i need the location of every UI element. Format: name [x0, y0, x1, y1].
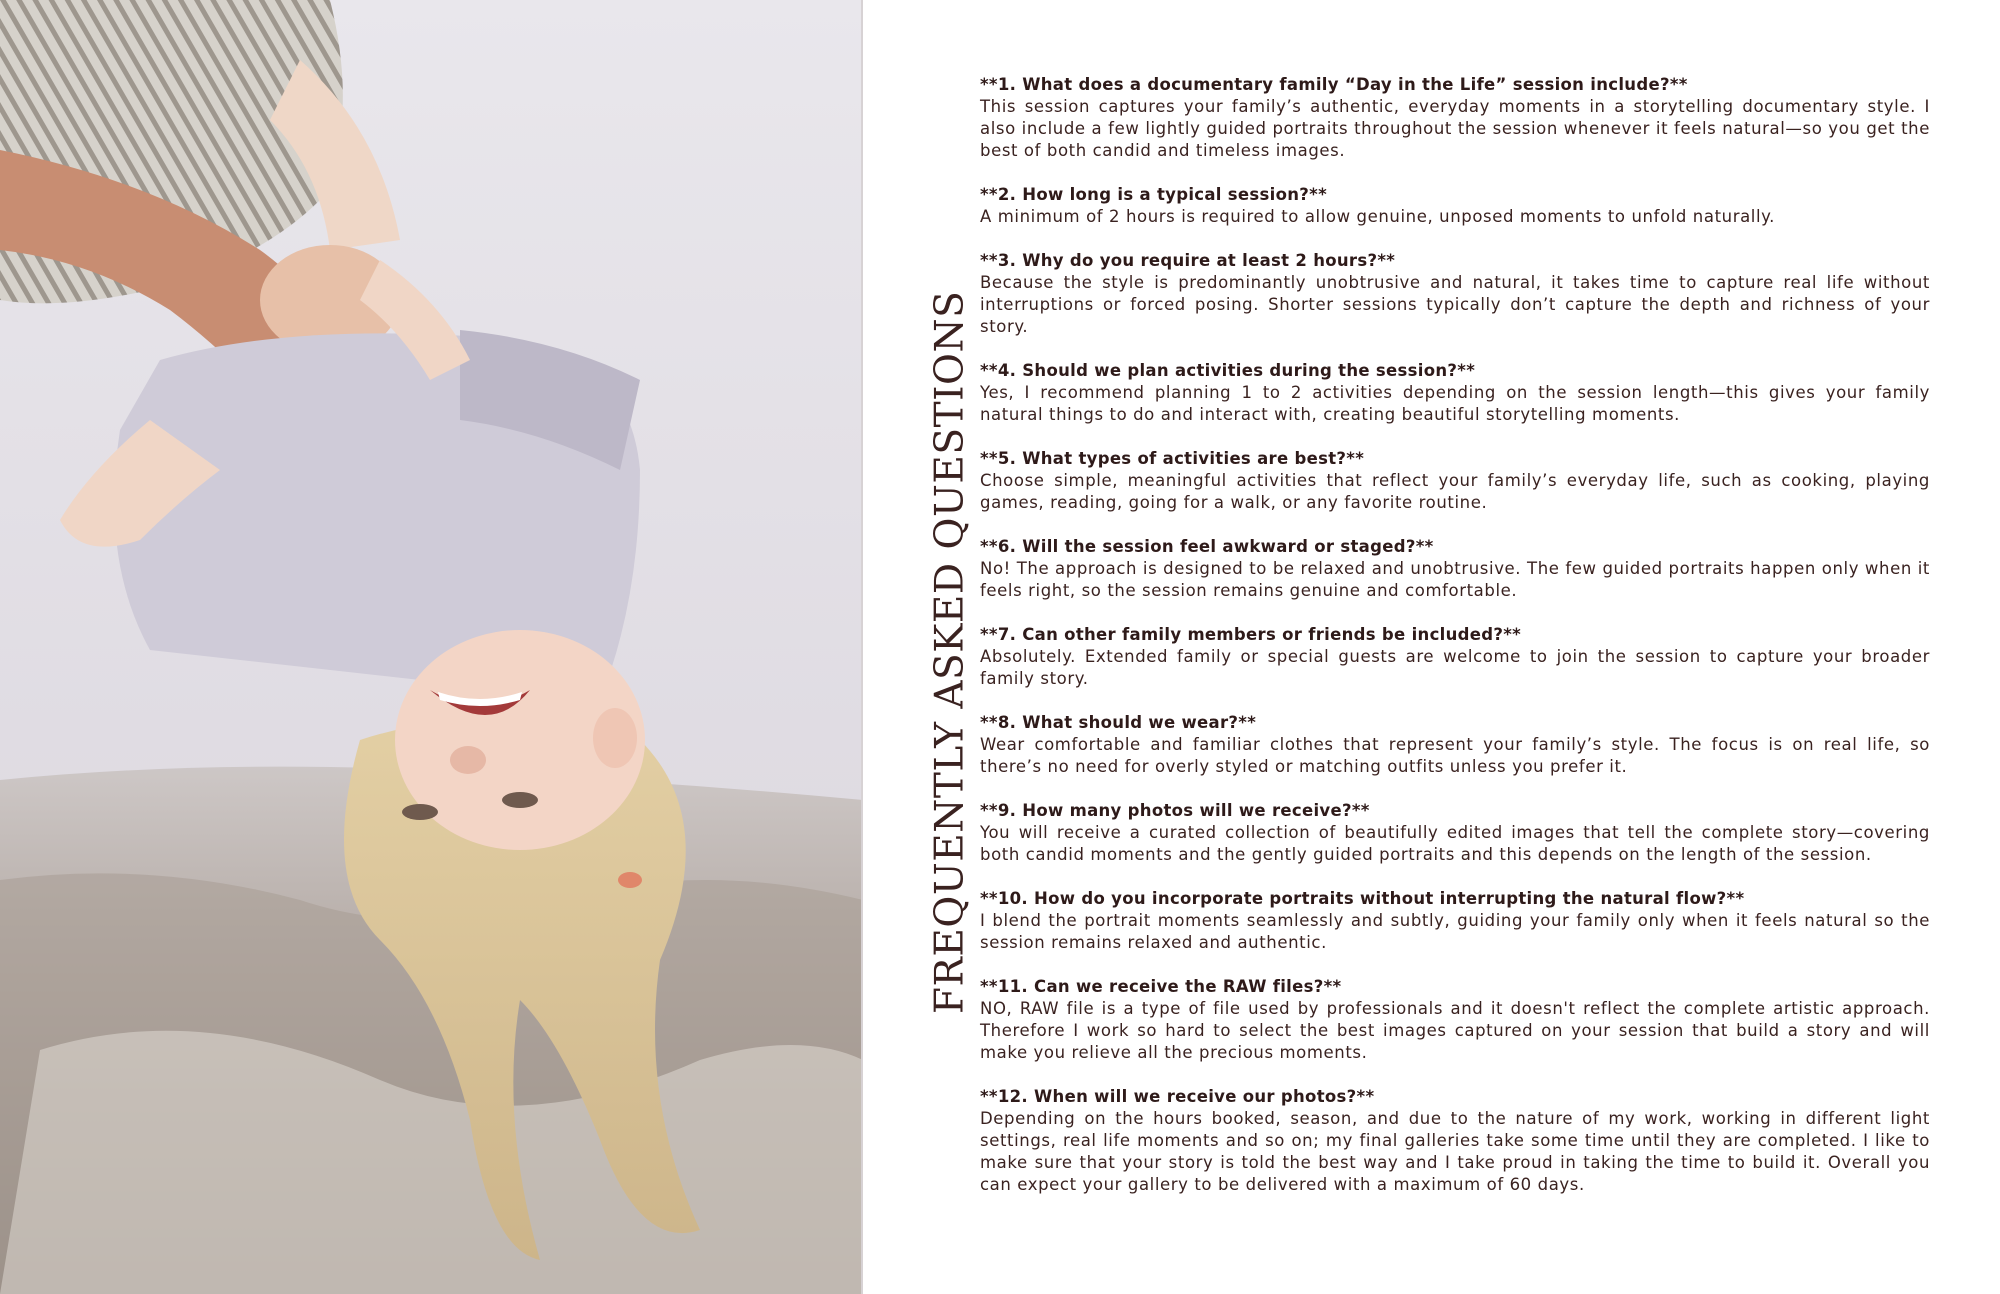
faq-item: [980, 1086, 1930, 1196]
faq-item: [980, 74, 1930, 162]
faq-answer: Depending on the hours booked, season, and due to the nature of my work, working in different light settings, real life moments and so on; my final galleries take some time until they are completed. I like to make sure that your story is told the best way and I take proud in taking the time to build it. Overall you can expect your gallery to be delivered with a maximum of 60 days.: [980, 1109, 1930, 1194]
faq-answer: Yes, I recommend planning 1 to 2 activities depending on the session length—this gives your family natural things to do and interact with, creating beautiful storytelling moments.: [980, 383, 1930, 424]
faq-question: **8. What should we wear?**: [980, 713, 1257, 732]
faq-question: **4. Should we plan activities during the session?**: [980, 361, 1476, 380]
faq-question: **12. When will we receive our photos?**: [980, 1087, 1375, 1106]
faq-answer: I blend the portrait moments seamlessly and subtly, guiding your family only when it feels natural so the session remains relaxed and authentic.: [980, 911, 1930, 952]
faq-item: [980, 536, 1930, 602]
faq-question: **9. How many photos will we receive?**: [980, 801, 1370, 820]
faq-answer: No! The approach is designed to be relaxed and unobtrusive. The few guided portraits happen only when it feels right, so the session remains genuine and comfortable.: [980, 559, 1930, 600]
faq-item: [980, 712, 1930, 778]
faq-item: [980, 360, 1930, 426]
faq-item: [980, 976, 1930, 1064]
faq-answer: NO, RAW file is a type of file used by professionals and it doesn't reflect the complete artistic approach. Therefore I work so hard to select the best images captured on your session that build a story and will make you relieve all the precious moments.: [980, 999, 1930, 1062]
faq-answer: A minimum of 2 hours is required to allow genuine, unposed moments to unfold naturally.: [980, 207, 1776, 226]
photo-panel: [0, 0, 863, 1294]
faq-question: **5. What types of activities are best?**: [980, 449, 1365, 468]
faq-item: [980, 800, 1930, 866]
faq-answer: Wear comfortable and familiar clothes that represent your family’s style. The focus is on real life, so there’s no need for overly styled or matching outfits unless you prefer it.: [980, 735, 1930, 776]
faq-question: **10. How do you incorporate portraits without interrupting the natural flow?**: [980, 889, 1745, 908]
faq-answer: Because the style is predominantly unobtrusive and natural, it takes time to capture real life without interruptions or forced posing. Shorter sessions typically don’t capture the depth and richness of your story.: [980, 273, 1930, 336]
photo-upside-down-child: [0, 0, 863, 1294]
faq-question: **6. Will the session feel awkward or staged?**: [980, 537, 1434, 556]
faq-question: **11. Can we receive the RAW files?**: [980, 977, 1342, 996]
faq-answer: This session captures your family’s authentic, everyday moments in a storytelling documentary style. I also include a few lightly guided portraits throughout the session whenever it feels natural—so you get the best of both candid and timeless images.: [980, 97, 1930, 160]
faq-list: [980, 74, 1930, 1218]
faq-item: [980, 184, 1930, 228]
faq-answer: Choose simple, meaningful activities that reflect your family’s everyday life, such as cooking, playing games, reading, going for a walk, or any favorite routine.: [980, 471, 1930, 512]
faq-item: [980, 250, 1930, 338]
faq-question: **1. What does a documentary family “Day in the Life” session include?**: [980, 75, 1688, 94]
page-title: FREQUENTLY ASKED QUESTIONS: [927, 290, 973, 1015]
faq-item: [980, 624, 1930, 690]
faq-answer: You will receive a curated collection of beautifully edited images that tell the complete story—covering both candid moments and the gently guided portraits and this depends on the length of the session.: [980, 823, 1930, 864]
faq-item: [980, 888, 1930, 954]
faq-item: [980, 448, 1930, 514]
faq-question: **3. Why do you require at least 2 hours?**: [980, 251, 1396, 270]
faq-answer: Absolutely. Extended family or special guests are welcome to join the session to capture your broader family story.: [980, 647, 1930, 688]
faq-question: **7. Can other family members or friends be included?**: [980, 625, 1522, 644]
faq-question: **2. How long is a typical session?**: [980, 185, 1328, 204]
